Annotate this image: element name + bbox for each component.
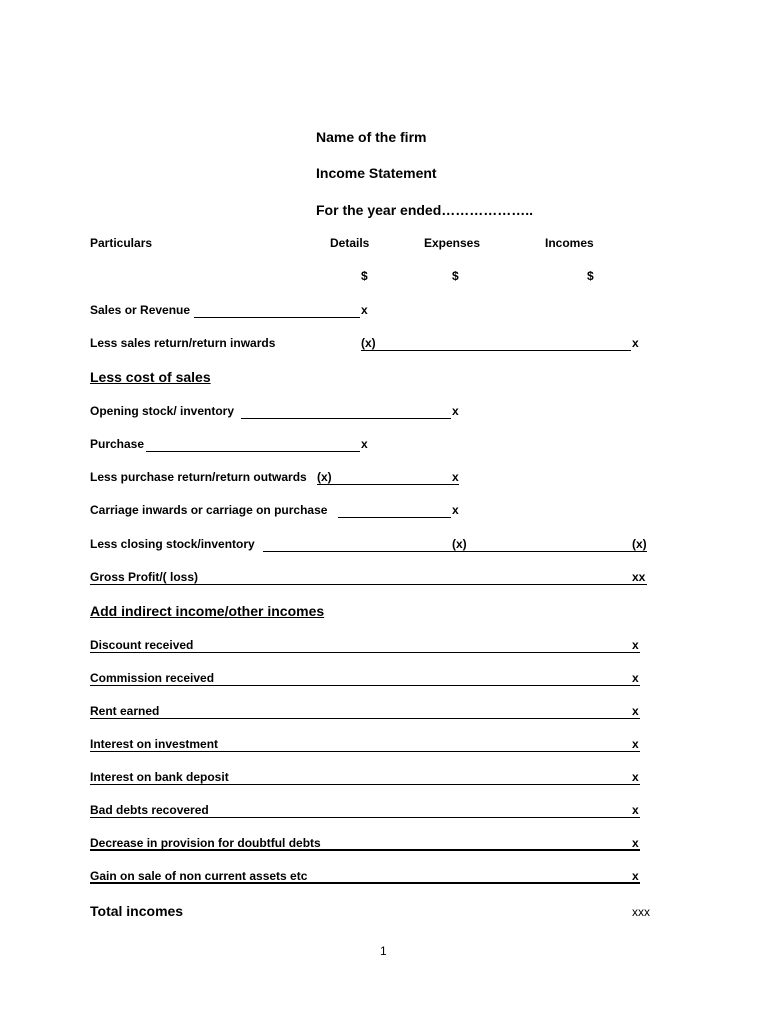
- income-item-label: Bad debts recovered: [90, 803, 209, 817]
- income-item-label: Rent earned: [90, 704, 160, 718]
- income-item-label: Gain on sale of non current assets etc: [90, 869, 308, 883]
- closing-stock-expenses: (x): [452, 537, 467, 551]
- gross-profit-label: Gross Profit/( loss): [90, 570, 199, 584]
- sales-rule: [194, 317, 360, 318]
- page-number: 1: [380, 944, 387, 958]
- cost-of-sales-heading: Less cost of sales: [90, 369, 211, 385]
- income-item-rule: [90, 784, 640, 785]
- income-item-rule: [90, 652, 640, 653]
- purchase-details: x: [361, 437, 368, 451]
- gross-profit-rule: [90, 584, 647, 585]
- purchase-return-details: (x): [317, 470, 332, 484]
- details-unit: $: [361, 269, 368, 283]
- other-incomes-heading: Add indirect income/other incomes: [90, 603, 325, 619]
- sales-return-details: (x): [361, 336, 376, 350]
- purchase-return-expenses: x: [452, 470, 459, 484]
- carriage-rule: [338, 517, 451, 518]
- total-incomes-value: xxx: [632, 905, 650, 919]
- total-incomes-label: Total incomes: [90, 903, 184, 919]
- expenses-unit: $: [452, 269, 459, 283]
- income-item-rule: [90, 817, 640, 818]
- carriage-expenses: x: [452, 503, 459, 517]
- purchase-rule: [146, 451, 360, 452]
- opening-stock-label: Opening stock/ inventory: [90, 404, 235, 418]
- income-item-label: Interest on bank deposit: [90, 770, 229, 784]
- income-item-value: x: [632, 638, 639, 652]
- income-item-label: Discount received: [90, 638, 194, 652]
- income-item-label: Interest on investment: [90, 737, 219, 751]
- carriage-label: Carriage inwards or carriage on purchase: [90, 503, 328, 517]
- sales-return-incomes: x: [632, 336, 639, 350]
- particulars-header: Particulars: [90, 236, 153, 250]
- income-item-rule: [90, 718, 640, 719]
- period-line: For the year ended………………..: [316, 202, 534, 218]
- income-item-rule: [90, 882, 640, 884]
- purchase-return-label: Less purchase return/return outwards: [90, 470, 307, 484]
- income-item-rule: [90, 849, 640, 851]
- gross-profit-incomes: xx: [632, 570, 646, 584]
- expenses-header: Expenses: [424, 236, 481, 250]
- details-header: Details: [330, 236, 370, 250]
- incomes-header: Incomes: [545, 236, 594, 250]
- income-item-value: x: [632, 803, 639, 817]
- opening-stock-rule: [241, 418, 451, 419]
- purchase-return-rule: [317, 484, 459, 485]
- closing-stock-incomes: (x): [632, 537, 647, 551]
- opening-stock-expenses: x: [452, 404, 459, 418]
- sales-return-label: Less sales return/return inwards: [90, 336, 276, 350]
- income-item-value: x: [632, 770, 639, 784]
- sales-details: x: [361, 303, 368, 317]
- income-item-rule: [90, 751, 640, 752]
- income-item-value: x: [632, 737, 639, 751]
- income-item-value: x: [632, 869, 639, 883]
- incomes-unit: $: [587, 269, 594, 283]
- income-item-value: x: [632, 671, 639, 685]
- income-item-label: Decrease in provision for doubtful debts: [90, 836, 321, 850]
- purchase-label: Purchase: [90, 437, 145, 451]
- income-item-label: Commission received: [90, 671, 215, 685]
- sales-return-rule: [361, 350, 631, 351]
- closing-stock-label: Less closing stock/inventory: [90, 537, 255, 551]
- income-item-value: x: [632, 704, 639, 718]
- firm-name: Name of the firm: [316, 129, 427, 145]
- sales-label: Sales or Revenue: [90, 303, 191, 317]
- income-item-value: x: [632, 836, 639, 850]
- statement-title: Income Statement: [316, 165, 437, 181]
- closing-stock-rule: [263, 551, 647, 552]
- income-item-rule: [90, 685, 640, 686]
